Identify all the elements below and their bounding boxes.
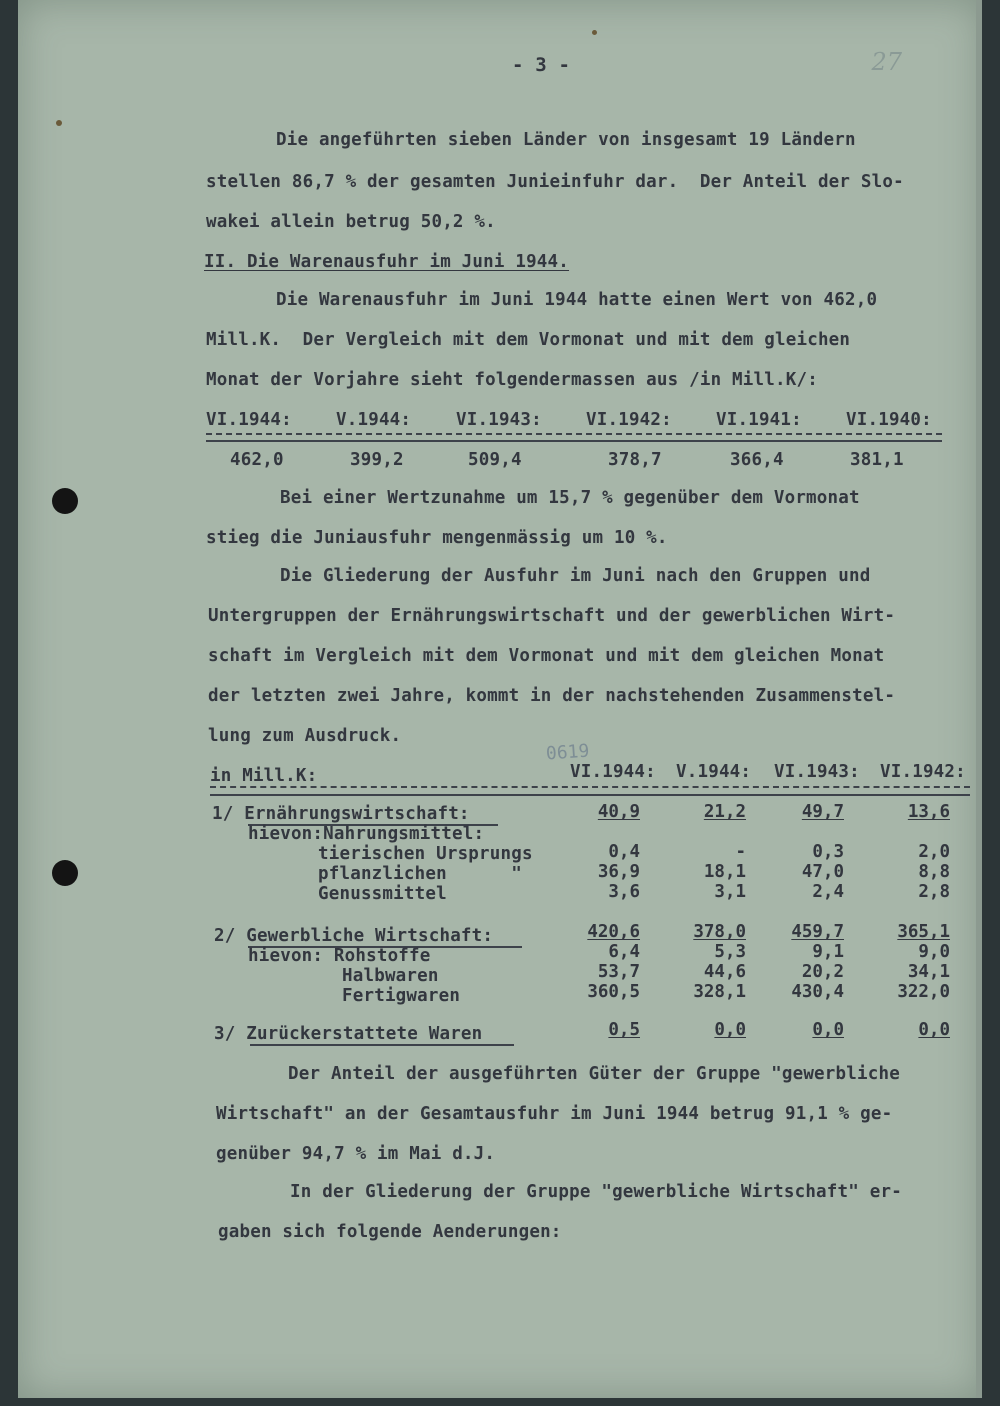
paragraph-line: Bei einer Wertzunahme um 15,7 % gegenüber dem Vormonat xyxy=(280,488,860,508)
group-label: 1/ Ernährungswirtschaft: xyxy=(212,804,470,824)
paragraph-line: Die Warenausfuhr im Juni 1944 hatte einen Wert von 462,0 xyxy=(276,290,878,310)
paragraph-line: der letzten zwei Jahre, kommt in der nachstehenden Zusammenstel- xyxy=(208,686,896,706)
group-value: 2,0 xyxy=(918,842,950,862)
group-value: 3,6 xyxy=(608,882,640,902)
group-label: 2/ Gewerbliche Wirtschaft: xyxy=(214,926,494,946)
group-value: 430,4 xyxy=(791,982,844,1002)
table-rule xyxy=(210,794,970,796)
group-value: 13,6 xyxy=(907,802,950,822)
paragraph-line: stieg die Juniausfuhr mengenmässig um 10 %. xyxy=(206,528,668,548)
group-value: 420,6 xyxy=(587,922,640,942)
page-number: - 3 - xyxy=(512,54,571,76)
group-value: 0,0 xyxy=(812,1020,844,1040)
group-value: 53,7 xyxy=(597,962,640,982)
group-value: 34,1 xyxy=(907,962,950,982)
group-value: 459,7 xyxy=(791,922,844,942)
paragraph-line: lung zum Ausdruck. xyxy=(208,726,402,746)
comparison-value: 378,7 xyxy=(608,450,662,470)
paragraph-line: Der Anteil der ausgeführten Güter der Gruppe "gewerbliche xyxy=(288,1064,900,1084)
comparison-value: 366,4 xyxy=(730,450,784,470)
group-value: 360,5 xyxy=(587,982,640,1002)
comparison-header: VI.1943: xyxy=(456,410,542,430)
comparison-value: 381,1 xyxy=(850,450,904,470)
group-value: 2,8 xyxy=(918,882,950,902)
punch-hole-top xyxy=(52,488,78,514)
comparison-value: 509,4 xyxy=(468,450,522,470)
group-label: 3/ Zurückerstattete Waren xyxy=(214,1024,483,1044)
group-value: 44,6 xyxy=(703,962,746,982)
section-heading: II. Die Warenausfuhr im Juni 1944. xyxy=(204,252,570,272)
item-label: pflanzlichen " xyxy=(318,864,522,884)
group-value: 0,4 xyxy=(608,842,640,862)
paragraph-line: stellen 86,7 % der gesamten Junieinfuhr dar. Der Anteil der Slo- xyxy=(206,172,904,192)
comparison-header: VI.1940: xyxy=(846,410,932,430)
group-value: 6,4 xyxy=(608,942,640,962)
paper-speck xyxy=(592,30,597,35)
group-header: VI.1942: xyxy=(880,762,966,782)
group-value: 20,2 xyxy=(801,962,844,982)
paragraph-line: In der Gliederung der Gruppe "gewerbliche Wirtschaft" er- xyxy=(290,1182,902,1202)
paragraph-line: schaft im Vergleich mit dem Vormonat und mit dem gleichen Monat xyxy=(208,646,885,666)
group-header: V.1944: xyxy=(676,762,752,782)
group-value: 9,0 xyxy=(918,942,950,962)
group-value: 36,9 xyxy=(597,862,640,882)
paragraph-line: Die Gliederung der Ausfuhr im Juni nach den Gruppen und xyxy=(280,566,871,586)
page-edge xyxy=(976,0,982,1398)
group-value: 3,1 xyxy=(714,882,746,902)
paper-speck xyxy=(56,120,62,126)
paragraph-line: Untergruppen der Ernährungswirtschaft und der gewerblichen Wirt- xyxy=(208,606,896,626)
comparison-header: VI.1941: xyxy=(716,410,802,430)
comparison-value: 462,0 xyxy=(230,450,284,470)
group-value: 0,0 xyxy=(918,1020,950,1040)
item-label: Genussmittel xyxy=(318,884,447,904)
group-value: 378,0 xyxy=(693,922,746,942)
group-value: 49,7 xyxy=(801,802,844,822)
item-label: tierischen Ursprungs xyxy=(318,844,533,864)
group-value: 8,8 xyxy=(918,862,950,882)
group-value: 0,0 xyxy=(714,1020,746,1040)
group-value: 0,3 xyxy=(812,842,844,862)
punch-hole-bottom xyxy=(52,860,78,886)
group-value: 365,1 xyxy=(897,922,950,942)
subgroup-label: hievon:Nahrungsmittel: xyxy=(248,824,485,844)
group-value: - xyxy=(735,842,746,862)
group-value: 0,5 xyxy=(608,1020,640,1040)
paragraph-line: gaben sich folgende Aenderungen: xyxy=(218,1222,562,1242)
group-value: 47,0 xyxy=(801,862,844,882)
paragraph-line: genüber 94,7 % im Mai d.J. xyxy=(216,1144,496,1164)
group-value: 5,3 xyxy=(714,942,746,962)
group-header: VI.1944: xyxy=(570,762,656,782)
label-underline xyxy=(250,1044,514,1046)
document-page xyxy=(18,0,982,1398)
comparison-value: 399,2 xyxy=(350,450,404,470)
group-value: 9,1 xyxy=(812,942,844,962)
group-value: 21,2 xyxy=(703,802,746,822)
comparison-header: VI.1944: xyxy=(206,410,292,430)
item-label: Fertigwaren xyxy=(342,986,461,1006)
group-value: 2,4 xyxy=(812,882,844,902)
subgroup-label: hievon: Rohstoffe xyxy=(248,946,431,966)
group-value: 40,9 xyxy=(597,802,640,822)
paragraph-line: Wirtschaft" an der Gesamtausfuhr im Juni 1944 betrug 91,1 % ge- xyxy=(216,1104,893,1124)
group-value: 322,0 xyxy=(897,982,950,1002)
group-header: VI.1943: xyxy=(774,762,860,782)
paragraph-line: Monat der Vorjahre sieht folgendermassen aus /in Mill.K/: xyxy=(206,370,818,390)
comparison-header: VI.1942: xyxy=(586,410,672,430)
group-value: 328,1 xyxy=(693,982,746,1002)
table-rule xyxy=(206,433,942,435)
table-rule xyxy=(210,786,970,788)
comparison-header: V.1944: xyxy=(336,410,412,430)
pencil-annotation: 27 xyxy=(871,48,902,76)
table-rule xyxy=(206,440,942,442)
paragraph-line: wakei allein betrug 50,2 %. xyxy=(206,212,496,232)
paragraph-line: Mill.K. Der Vergleich mit dem Vormonat und mit dem gleichen xyxy=(206,330,851,350)
paragraph-line: Die angeführten sieben Länder von insgesamt 19 Ländern xyxy=(276,130,856,150)
item-label: Halbwaren xyxy=(342,966,439,986)
faded-stamp: 0619 xyxy=(545,740,591,765)
group-value: 18,1 xyxy=(703,862,746,882)
unit-label: in Mill.K: xyxy=(210,766,318,786)
